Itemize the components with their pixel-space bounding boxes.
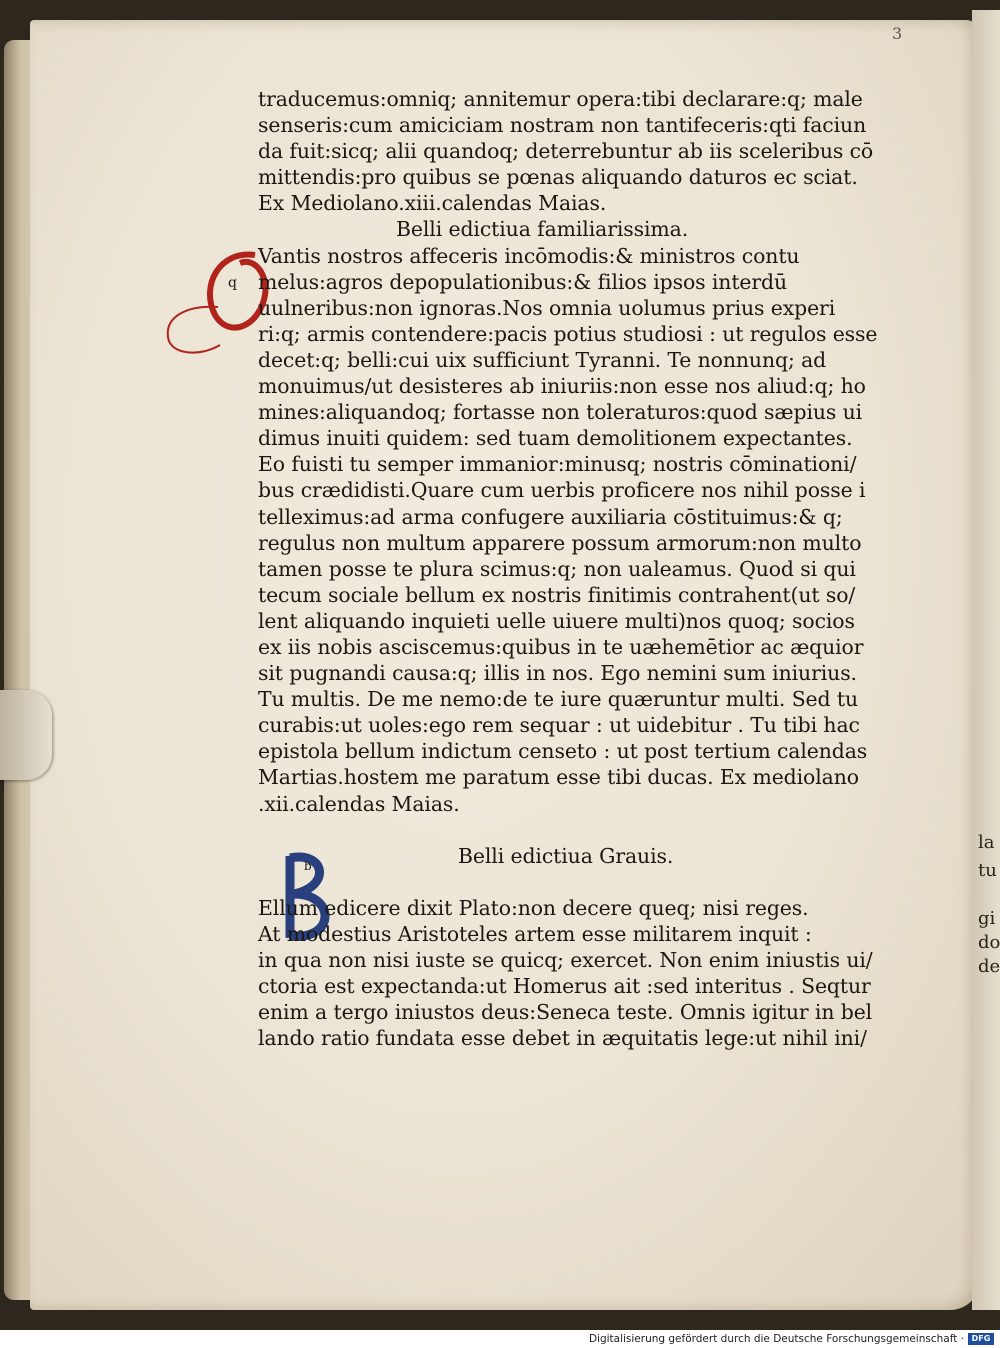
text-line: .xii.calendas Maias. xyxy=(258,791,460,816)
next-page-edge xyxy=(972,10,1000,1310)
text-line: Ex Mediolano.xiii.calendas Maias. xyxy=(258,191,607,216)
text-line: uulneribus:non ignoras.Nos omnia uolumus prius experi xyxy=(258,295,836,320)
text-line: lent aliquando inquieti uelle uiuere multi)nos quoq; socios xyxy=(258,608,855,633)
text-line: ctoria est expectanda:ut Homerus ait :sed interitus . Seqtur xyxy=(258,974,871,998)
text-line: regulus non multum apparere possum armorum:non multo xyxy=(258,530,862,555)
next-page-fragment: gi xyxy=(978,908,996,929)
text-line: tamen posse te plura scimus:q; non ualeamus. Quod si qui xyxy=(258,556,856,581)
text-line: curabis:ut uoles:ego rem sequar : ut uidebitur . Tu tibi hac xyxy=(258,713,860,738)
text-line: telleximus:ad arma confugere auxiliaria cōstituimus:& q; xyxy=(258,504,843,529)
rubric-heading: Belli edictiua Grauis. xyxy=(458,843,674,868)
rubric-heading: Belli edictiua familiarissima. xyxy=(396,217,689,242)
incunable-text-block xyxy=(258,86,918,1051)
text-line: lando ratio fundata esse debet in æquitatis lege:ut nihil ini/ xyxy=(258,1026,867,1051)
footer-credit: Digitalisierung gefördert durch die Deutsche Forschungsgemeinschaft · xyxy=(588,1333,964,1345)
text-line: bus crædidisti.Quare cum uerbis proficere nos nihil posse i xyxy=(258,478,866,503)
text-line: decet:q; belli:cui uix sufficiunt Tyranni. Te nonnunq; ad xyxy=(258,347,827,372)
line-gap xyxy=(258,817,918,843)
text-line: Martias.hostem me paratum esse tibi ducas. Ex mediolano xyxy=(258,765,859,790)
text-line: Eo fuisti tu semper immanior:minusq; nostris cōminationi/ xyxy=(258,452,857,477)
text-line: dimus inuiti quidem: sed tuam demolitionem expectantes. xyxy=(258,426,853,451)
line-gap xyxy=(258,869,918,895)
text-line: epistola bellum indictum censeto : ut post tertium calendas xyxy=(258,739,868,764)
text-line: enim a tergo iniustos deus:Seneca teste. Omnis igitur in bel xyxy=(258,1000,873,1025)
next-page-fragment: tu xyxy=(978,860,997,881)
svg-text:q: q xyxy=(228,275,237,291)
text-line: monuimus/ut desisteres ab iniuriis:non esse nos aliud:q; ho xyxy=(258,374,866,399)
text-line: ri:q; armis contendere:pacis potius studiosi : ut regulos esse xyxy=(258,321,878,346)
next-page-fragment: la xyxy=(978,832,995,853)
text-line: sit pugnandi causa:q; illis in nos. Ego nemini sum iniurius. xyxy=(258,661,857,686)
dfg-logo: DFG xyxy=(968,1333,994,1345)
text-line: in qua non nisi iuste se quicq; exercet. Non enim iniustis ui/ xyxy=(258,947,873,972)
text-line: traducemus:omniq; annitemur opera:tibi declarare:q; male xyxy=(258,87,863,111)
next-page-fragment: de xyxy=(978,956,1000,977)
text-line: ex iis nobis asciscemus:quibus in te uæhemētior ac æquior xyxy=(258,634,864,659)
text-line: mittendis:pro quibus se pœnas aliquando daturos ec sciat. xyxy=(258,165,858,190)
folio-number: 3 xyxy=(892,24,903,43)
text-line: tecum sociale bellum ex nostris finitimis contrahent(ut so/ xyxy=(258,582,856,607)
text-line: mines:aliquandoq; fortasse non toleraturos:quod sæpius ui xyxy=(258,400,863,425)
page-clamp xyxy=(0,690,52,780)
text-line: At modestius Aristoteles artem esse militarem inquit : xyxy=(258,921,812,946)
text-line: Ellum edicere dixit Plato:non decere queq; nisi reges. xyxy=(258,895,809,920)
next-page-fragment: do xyxy=(978,932,1000,953)
text-line: melus:agros depopulationibus:& filios ipsos interdū xyxy=(258,269,788,294)
footer-bar xyxy=(0,1330,1000,1348)
svg-text:b: b xyxy=(304,859,312,873)
text-line: senseris:cum amiciciam nostram non tantifeceris:qti faciun xyxy=(258,113,867,138)
text-line: da fuit:sicq; alii quandoq; deterrebuntur ab iis sceleribus cō xyxy=(258,139,874,164)
text-line: Tu multis. De me nemo:de te iure quæruntur multi. Sed tu xyxy=(258,687,858,712)
text-line: Vantis nostros affeceris incōmodis:& ministros contu xyxy=(258,243,800,268)
